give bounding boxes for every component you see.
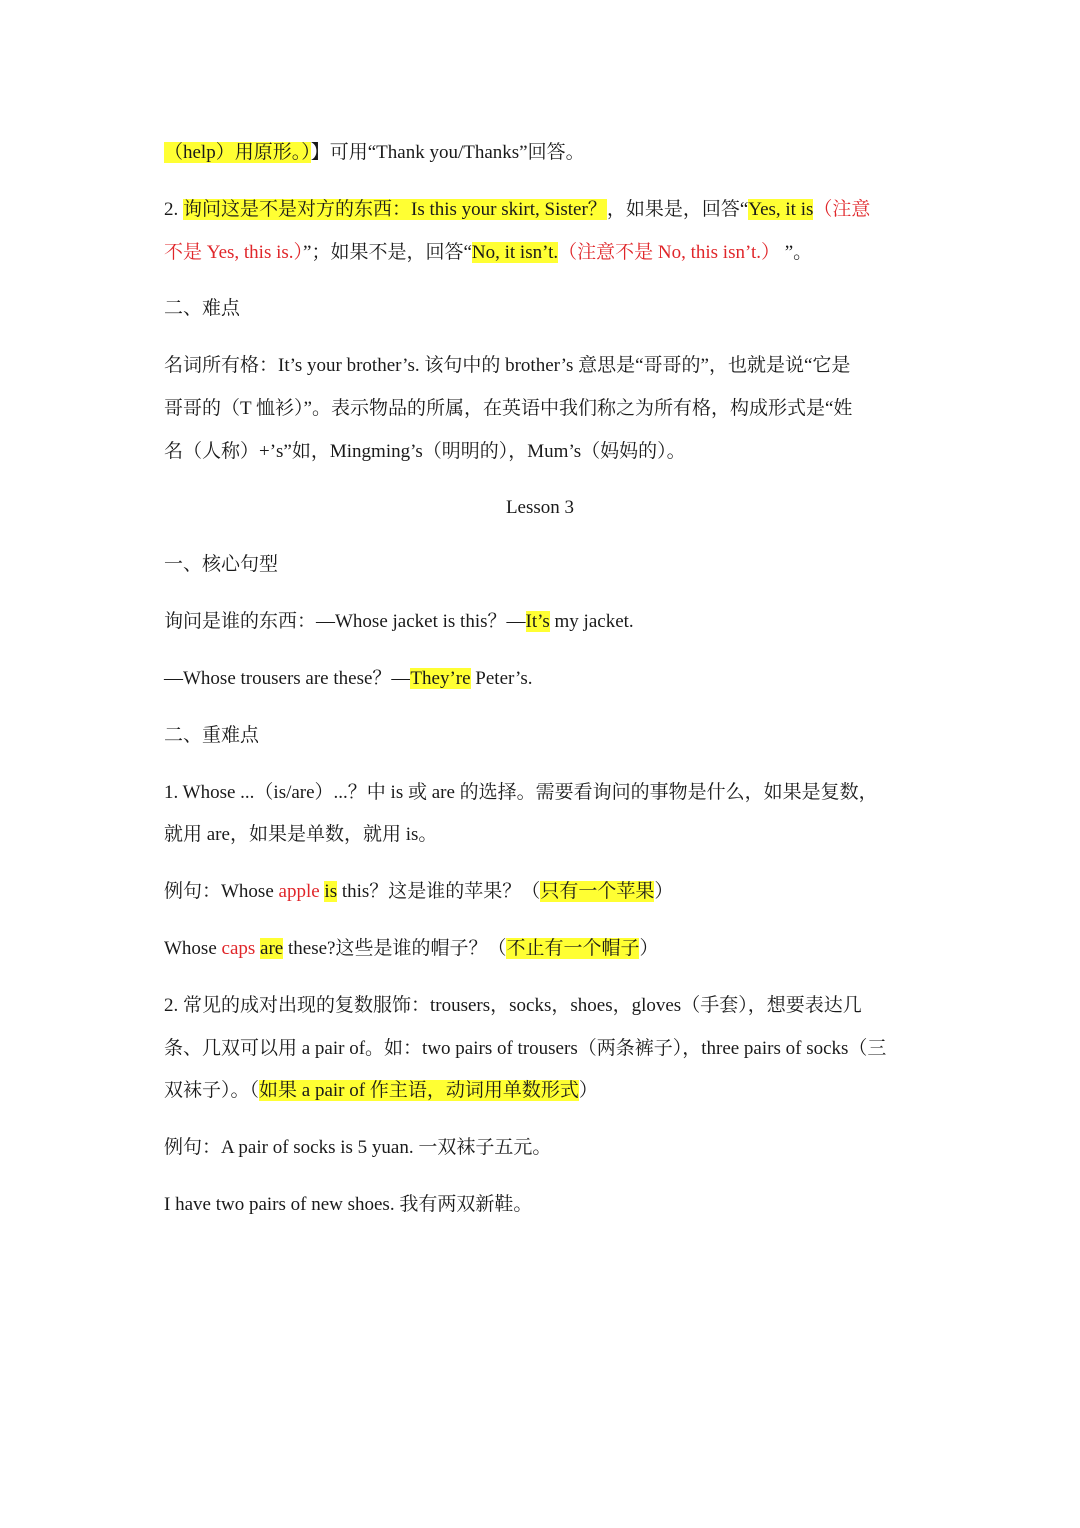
line-text: my jacket.: [549, 611, 634, 632]
line-text: these?这些是谁的帽子？（: [283, 938, 507, 959]
line-text: ）: [654, 881, 674, 902]
highlighted-text: Yes, it is: [748, 199, 814, 220]
red-note: 不是 Yes, this is.）: [164, 242, 304, 263]
line-text: 例句：Whose: [164, 881, 279, 902]
highlighted-text: are: [260, 938, 284, 959]
line-text: ”。: [779, 242, 813, 263]
line-text: ）: [578, 1080, 598, 1101]
highlighted-text: 如果 a pair of 作主语，动词用单数形式: [259, 1080, 579, 1101]
red-note: （注意: [813, 199, 871, 220]
highlighted-text: 不止有一个帽子: [506, 938, 640, 959]
text-line-2: [164, 196, 924, 224]
text-line-6: 哥哥的（T 恤衫）”。表示物品的所属，在英语中我们称之为所有格，构成形式是“姓: [164, 398, 853, 419]
highlighted-text: They’re: [410, 668, 471, 689]
text-line-20: 例句：A pair of socks is 5 yuan. 一双袜子五元。: [164, 1137, 552, 1158]
line-text: ，如果是，回答“: [606, 199, 749, 220]
text-line-21: I have two pairs of new shoes. 我有两双新鞋。: [164, 1194, 533, 1215]
lesson-title: Lesson 3: [505, 497, 575, 518]
text-line-13: 1. Whose ...（is/are）...？中 is 或 are 的选择。需要看询问的事物是什么，如果是复数，: [164, 782, 878, 803]
line-text: ）: [639, 938, 659, 959]
highlighted-text: No, it isn’t.: [471, 242, 559, 263]
line-text: 双袜子）。（: [164, 1080, 260, 1101]
list-number: 2.: [164, 199, 183, 220]
line-text: —Whose trousers are these？—: [164, 668, 411, 689]
text-line-7: 名（人称）+’s”如，Mingming’s（明明的），Mum’s（妈妈的）。: [164, 441, 686, 462]
text-line-10: [164, 608, 924, 636]
text-line-15: [164, 878, 924, 906]
highlighted-text: （help）用原形。）: [164, 142, 311, 163]
text-line-3: [164, 239, 924, 267]
highlighted-text: 询问这是不是对方的东西：Is this your skirt, Sister？: [183, 199, 607, 220]
section-heading-key-points: 二、重难点: [164, 725, 260, 746]
line-text: this？这是谁的苹果？（: [337, 881, 541, 902]
line-text: 询问是谁的东西：—Whose jacket is this？—: [164, 611, 526, 632]
text-line-5: 名词所有格：It’s your brother’s. 该句中的 brother’s 意思是“哥哥的”，也就是说“它是: [164, 355, 851, 376]
red-word: caps: [221, 938, 256, 959]
text-line-11: [164, 665, 924, 693]
text-line-18: 条、几双可以用 a pair of。如：two pairs of trousers（两条裤子），three pairs of socks（三: [164, 1038, 887, 1059]
text-line-1: [164, 139, 924, 167]
highlighted-text: 只有一个苹果: [540, 881, 655, 902]
text-line-19: [164, 1077, 924, 1105]
text-line-14: 就用 are，如果是单数，就用 is。: [164, 824, 438, 845]
section-heading-core-sentences: 一、核心句型: [164, 554, 279, 575]
line-text: Whose: [164, 938, 222, 959]
section-heading-difficulty: 二、难点: [164, 298, 241, 319]
red-note: （注意不是 No, this isn’t.）: [558, 242, 780, 263]
highlighted-text: It’s: [525, 611, 550, 632]
text-line-16: [164, 935, 924, 963]
highlighted-text: is: [324, 881, 338, 902]
line-text: 】可用“Thank you/Thanks”回答。: [310, 142, 585, 163]
red-word: apple: [278, 881, 320, 902]
line-text: Peter’s.: [470, 668, 533, 689]
line-text: ”；如果不是，回答“: [303, 242, 472, 263]
text-line-17: 2. 常见的成对出现的复数服饰：trousers，socks，shoes，gloves（手套），想要表达几: [164, 995, 862, 1016]
